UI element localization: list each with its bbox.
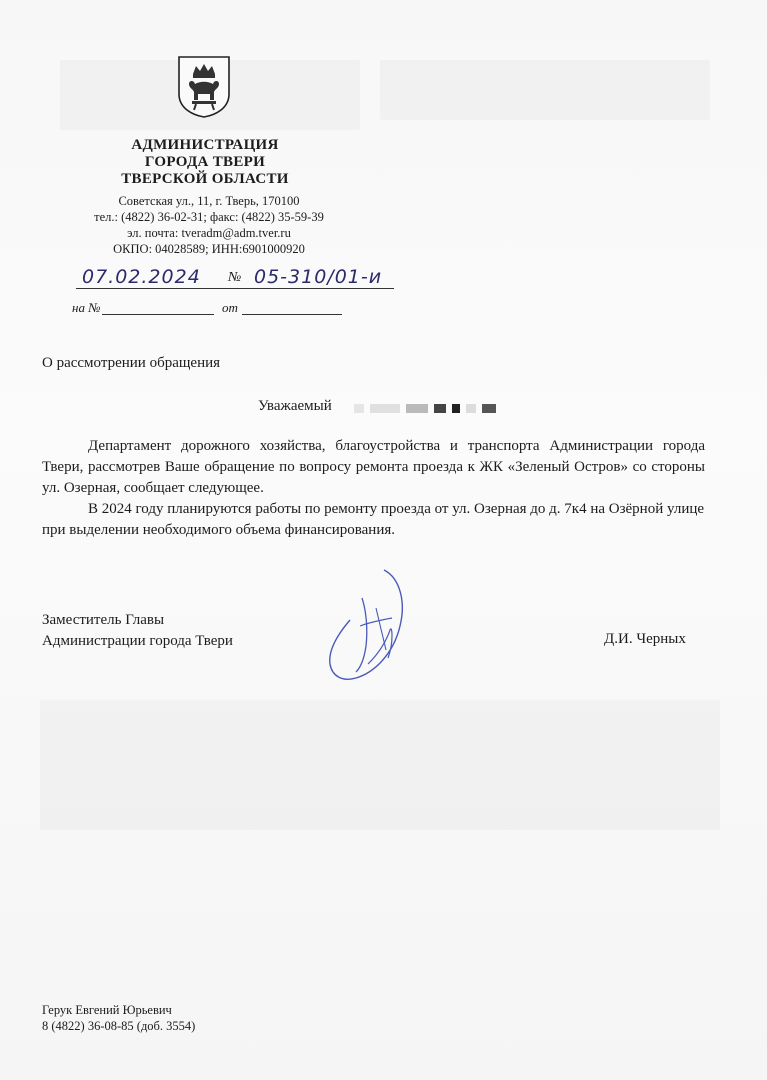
position-line: Заместитель Главы: [42, 612, 165, 628]
coat-of-arms-icon: [176, 54, 232, 118]
reference-line: [72, 300, 352, 320]
reference-date-label: от: [222, 300, 238, 315]
postal-address: Советская ул., 11, г. Тверь, 170100: [118, 194, 300, 208]
registration-date: 07.02.2024: [82, 266, 201, 288]
letterhead-contacts: [70, 193, 348, 257]
body-paragraph: В 2024 году планируются работы по ремонту проезда от ул. Озерная до д. 7к4 на Озёрной улице при выделении необходимого объема финансирования.: [42, 501, 705, 538]
registration-underline: [76, 288, 394, 289]
redacted-recipient-name: [354, 401, 504, 415]
email: эл. почта: tveradm@adm.tver.ru: [127, 226, 291, 240]
bleed-through: [380, 60, 710, 120]
position-line: Администрации города Твери: [42, 633, 233, 649]
executor-phone: 8 (4822) 36-08-85 (доб. 3554): [42, 1019, 196, 1033]
salutation: Уважаемый: [258, 398, 332, 414]
body-paragraph: Департамент дорожного хозяйства, благоустройства и транспорта Администрации города Твери, рассмотрев Ваше обращение по вопросу ремонта проезда к ЖК «Зеленый Остров» со стороны ул. Озерная, сообщает следующее.: [42, 438, 705, 496]
reference-number-blank: [102, 314, 214, 315]
registration-line: [76, 266, 396, 296]
executor-info: [42, 1002, 195, 1034]
phone-fax: тел.: (4822) 36-02-31; факс: (4822) 35-59-39: [94, 210, 324, 224]
signatory-name: Д.И. Черных: [604, 631, 686, 647]
letter-body: [42, 436, 705, 541]
executor-name: Герук Евгений Юрьевич: [42, 1003, 172, 1017]
letter-subject: О рассмотрении обращения: [42, 355, 221, 371]
registry-codes: ОКПО: 04028589; ИНН:6901000920: [113, 242, 305, 256]
registration-number: 05-310/01-и: [254, 266, 383, 288]
org-line: ГОРОДА ТВЕРИ: [144, 154, 266, 170]
org-line: АДМИНИСТРАЦИЯ: [131, 137, 279, 153]
org-line: ТВЕРСКОЙ ОБЛАСТИ: [121, 171, 289, 187]
bleed-through: [40, 700, 720, 830]
handwritten-signature: [326, 568, 422, 684]
organization-name: [96, 137, 314, 188]
signatory-position: [42, 610, 233, 652]
reference-date-blank: [242, 314, 342, 315]
reference-number-label: на №: [72, 300, 101, 315]
number-sign: №: [228, 270, 243, 285]
